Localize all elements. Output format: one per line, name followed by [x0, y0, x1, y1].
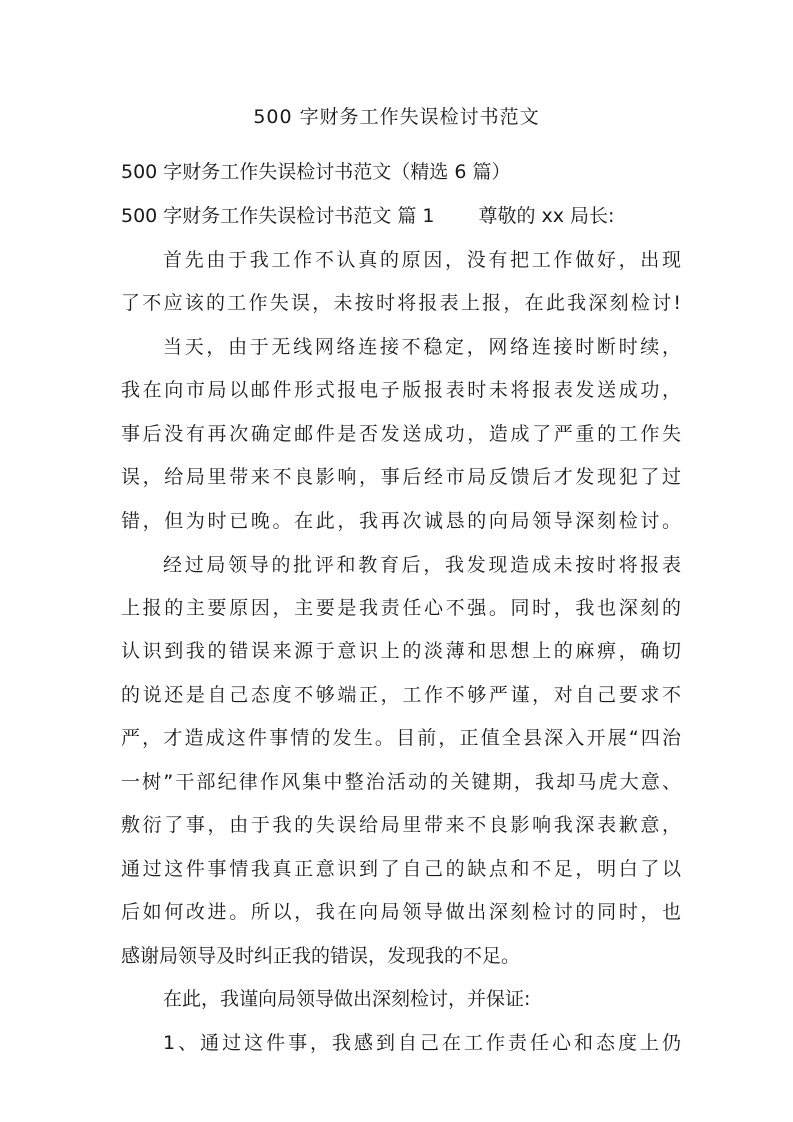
paragraph-line: 严，才造成这件事情的发生。目前，正值全县深入开展“四治 [121, 727, 681, 749]
paragraph-line: 1、通过这件事，我感到自己在工作责任心和态度上仍 [163, 1032, 681, 1054]
paragraph-line: 认识到我的错误来源于意识上的淡薄和思想上的麻痹，确切 [121, 640, 681, 662]
paragraph-line: 后如何改进。所以，我在向局领导做出深刻检讨的同时，也 [121, 901, 681, 923]
section-heading: 500 字财务工作失误检讨书范文 篇 1 [121, 205, 435, 227]
document-subtitle: 500 字财务工作失误检讨书范文（精选 6 篇） [121, 161, 511, 183]
paragraph-line: 通过这件事情我真正意识到了自己的缺点和不足，明白了以 [121, 858, 681, 880]
paragraph-line: 当天，由于无线网络连接不稳定，网络连接时断时续， [163, 336, 681, 358]
paragraph-line: 了不应该的工作失误，未按时将报表上报，在此我深刻检讨! [121, 292, 681, 314]
paragraph-line: 感谢局领导及时纠正我的错误，发现我的不足。 [121, 945, 521, 967]
section-heading-line [121, 203, 681, 229]
paragraph-line: 首先由于我工作不认真的原因，没有把工作做好，出现 [163, 249, 681, 271]
document-title: 500 字财务工作失误检讨书范文 [253, 106, 540, 128]
paragraph-line: 事后没有再次确定邮件是否发送成功，造成了严重的工作失 [121, 423, 681, 445]
paragraph-line: 在此，我谨向局领导做出深刻检讨，并保证: [163, 988, 531, 1010]
paragraph-line: 错，但为时已晚。在此，我再次诚恳的向局领导深刻检讨。 [121, 510, 681, 532]
paragraph-line: 一树”干部纪律作风集中整治活动的关键期，我却马虎大意、 [121, 771, 681, 793]
paragraph-line: 误，给局里带来不良影响，事后经市局反馈后才发现犯了过 [121, 466, 681, 488]
paragraph-line: 敷衍了事，由于我的失误给局里带来不良影响我深表歉意， [121, 814, 681, 836]
paragraph-line: 的说还是自己态度不够端正，工作不够严谨，对自己要求不 [121, 684, 681, 706]
paragraph-line: 上报的主要原因，主要是我责任心不强。同时，我也深刻的 [121, 597, 681, 619]
paragraph-line: 经过局领导的批评和教育后，我发现造成未按时将报表 [163, 554, 681, 576]
paragraph-line: 我在向市局以邮件形式报电子版报表时未将报表发送成功， [121, 379, 681, 401]
salutation: 尊敬的 xx 局长: [478, 205, 615, 227]
